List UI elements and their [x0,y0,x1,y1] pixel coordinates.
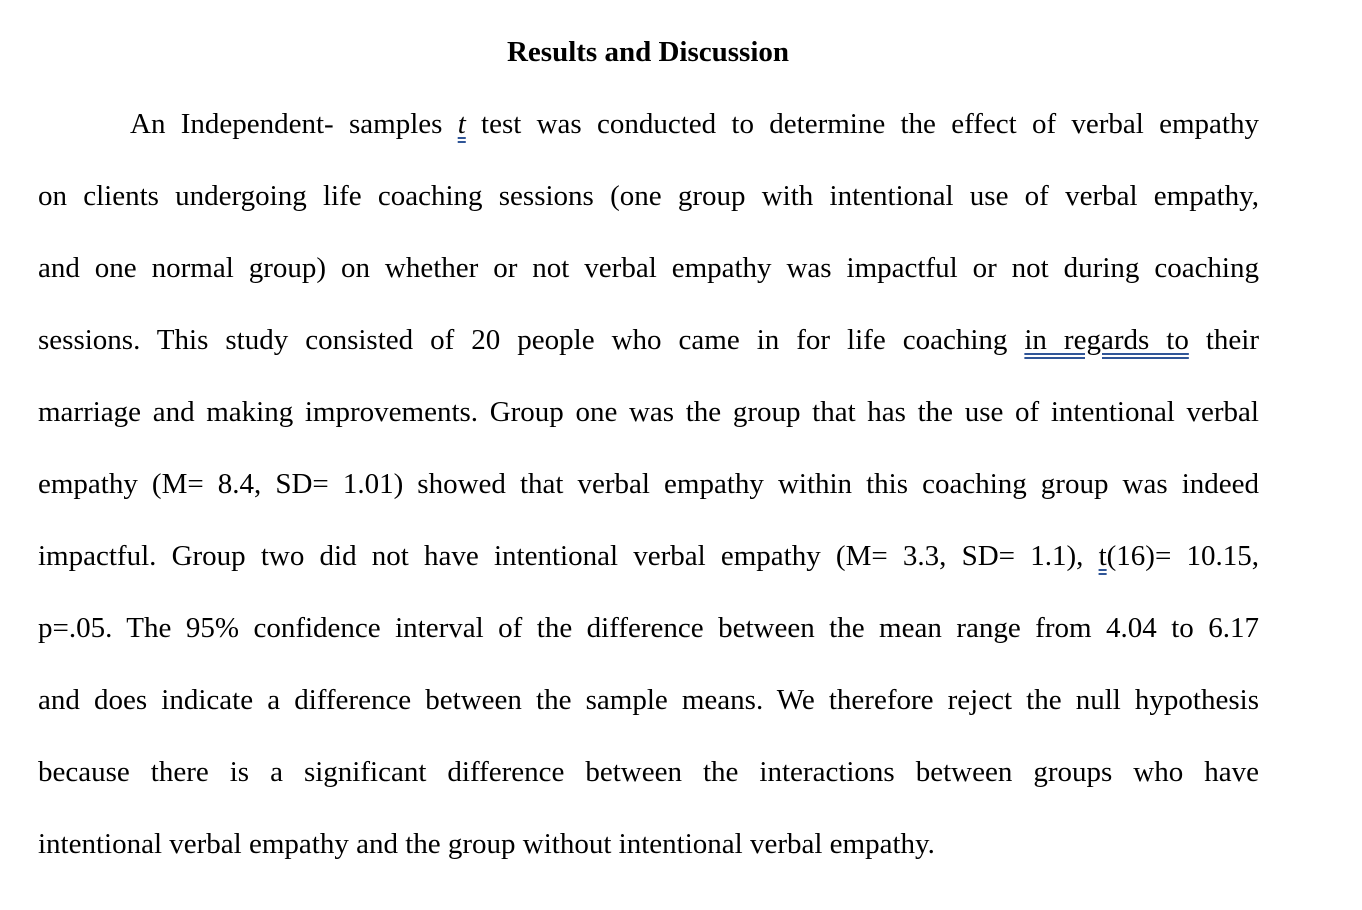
line-text: test was conducted to determine the effect of verbal empathy [465,108,1259,140]
paragraph-line-6: empathy (M= 8.4, SD= 1.01) showed that verbal empathy within this coaching group was indeed [38,468,1259,500]
line-text: their [1188,324,1259,356]
paragraph-line-4 [38,320,1259,360]
grammar-flag[interactable]: in regards to [1024,324,1189,356]
line-text: sessions. This study consisted of 20 people who came in for life coaching [38,324,1025,356]
spellcheck-flag[interactable]: t [457,108,466,140]
spellcheck-flag[interactable]: t [1098,540,1107,572]
paragraph-line-3: and one normal group) on whether or not verbal empathy was impactful or not during coaching [38,252,1259,284]
line-text: An Independent- samples [130,108,458,140]
section-heading: Results and Discussion [506,36,790,68]
paragraph-line-5: marriage and making improvements. Group one was the group that has the use of intentional verbal [38,396,1259,428]
paragraph-line-9: and does indicate a difference between the sample means. We therefore reject the null hypothesis [38,684,1259,716]
paragraph-line-2: on clients undergoing life coaching sessions (one group with intentional use of verbal empathy, [38,180,1259,212]
paragraph-line-8: p=.05. The 95% confidence interval of the difference between the mean range from 4.04 to 6.17 [38,612,1259,644]
line-text: (16)= 10.15, [1106,540,1259,572]
paragraph-line-1 [38,104,1259,144]
paragraph-line-7 [38,536,1259,576]
line-text: impactful. Group two did not have intentional verbal empathy (M= 3.3, SD= 1.1), [38,540,1099,572]
paragraph-line-10: because there is a significant difference between the interactions between groups who have [38,756,1259,788]
paragraph-line-11: intentional verbal empathy and the group without intentional verbal empathy. [38,828,935,860]
